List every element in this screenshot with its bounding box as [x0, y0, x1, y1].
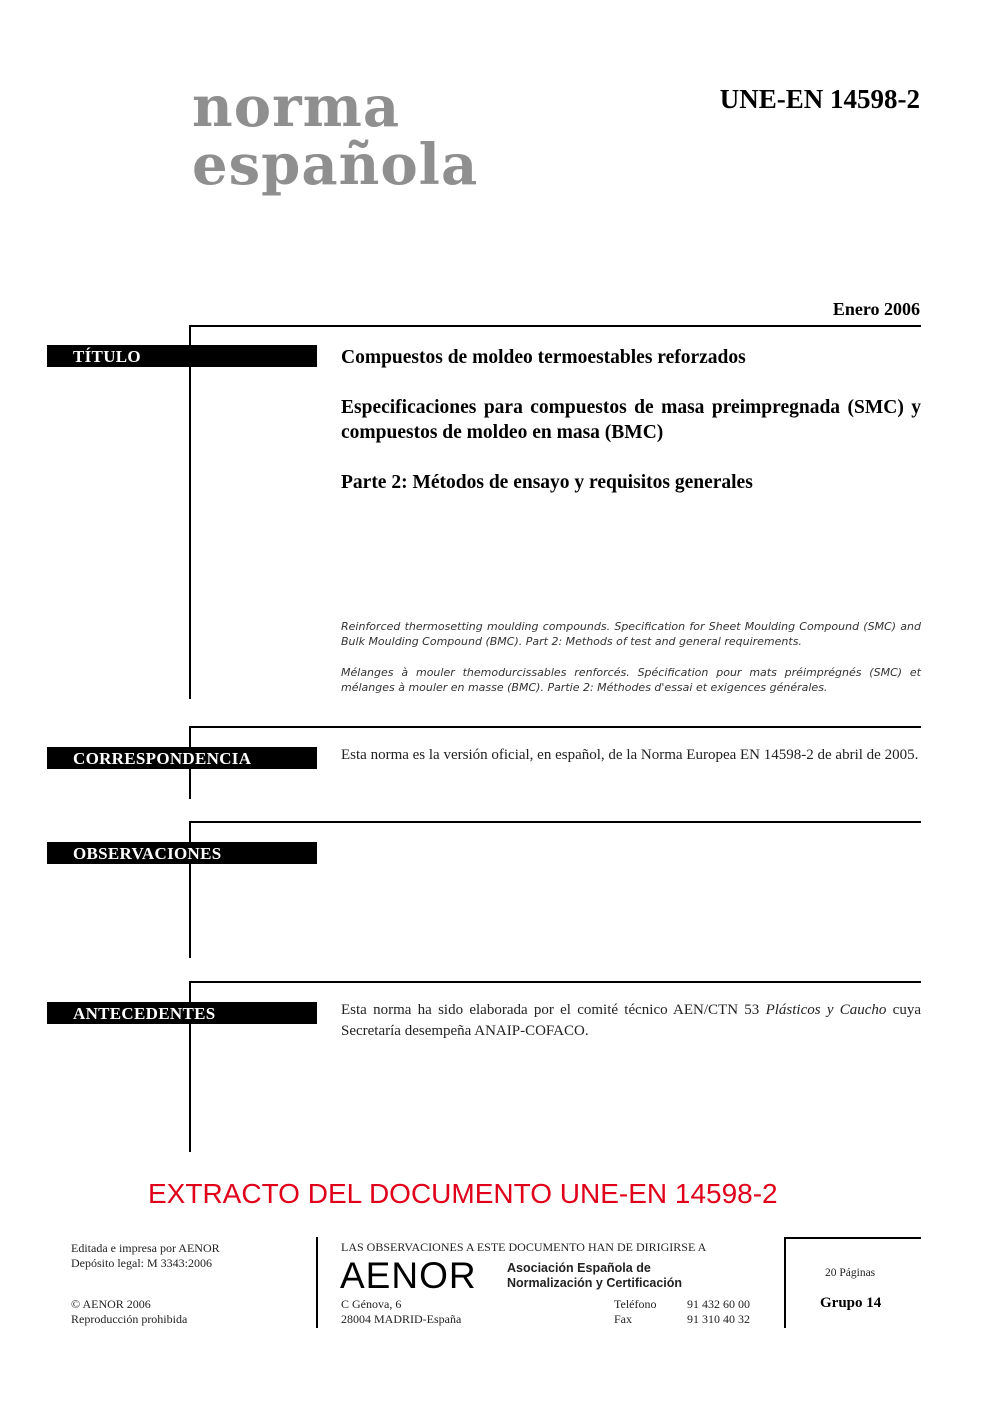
label-titulo: TÍTULO [47, 345, 317, 367]
title-spanish-2: Especificaciones para compuestos de masa preimpregnada (SMC) y compuestos de moldeo en masa (BMC) [341, 397, 921, 443]
correspondencia-text: Esta norma es la versión oficial, en español, de la Norma Europea EN 14598-2 de abril de 2005. [341, 747, 919, 763]
page-count: 20 Páginas [825, 1267, 876, 1279]
footer-divider-left [316, 1237, 318, 1328]
contact-labels [614, 1297, 656, 1327]
aenor-name-line-1: Asociación Española de [507, 1261, 651, 1275]
contact-numbers [687, 1297, 750, 1327]
title-french: Mélanges à mouler themodurcissables renforcés. Spécification pour mats préimprégnés (SMC) et mélanges à mouler en masse (BMC). Partie 2: Méthodes d'essai et exigences générales. [341, 666, 921, 694]
reproduction-notice: Reproducción prohibida [71, 1312, 188, 1326]
extract-banner: EXTRACTO DEL DOCUMENTO UNE-EN 14598-2 [148, 1178, 778, 1209]
brand-line-2: española [192, 132, 479, 198]
observations-notice: LAS OBSERVACIONES A ESTE DOCUMENTO HAN DE DIRIGIRSE A [341, 1240, 707, 1254]
brand-title [192, 74, 479, 198]
divider-antecedentes [190, 981, 921, 983]
antecedentes-text-part-1: Esta norma ha sido elaborada por el comité técnico AEN/CTN 53 [341, 1002, 766, 1018]
footer-box-left [784, 1237, 786, 1328]
antecedentes-text [341, 1000, 921, 1042]
label-observaciones: OBSERVACIONES [47, 842, 317, 864]
divider-titulo [190, 325, 921, 327]
legal-deposit: Depósito legal: M 3343:2006 [71, 1256, 212, 1270]
phone-number: 91 432 60 00 [687, 1297, 750, 1311]
vertical-rule-titulo [189, 325, 191, 699]
title-english: Reinforced thermosetting moulding compounds. Specification for Sheet Moulding Compound (SMC) and Bulk Moulding Compound (BMC). Part 2: Methods of test and general requirements. [341, 620, 921, 648]
aenor-full-name [507, 1261, 682, 1291]
aenor-address [341, 1297, 461, 1327]
divider-correspondencia [190, 726, 921, 728]
document-code: UNE-EN 14598-2 [719, 84, 920, 114]
publication-date: Enero 2006 [832, 299, 920, 319]
fax-number: 91 310 40 32 [687, 1312, 750, 1326]
aenor-logo: AENOR [340, 1255, 477, 1296]
copyright: © AENOR 2006 [71, 1297, 151, 1311]
committee-name: Plásticos y Caucho [765, 1002, 887, 1018]
label-correspondencia: CORRESPONDENCIA [47, 747, 317, 769]
edited-by: Editada e impresa por AENOR [71, 1241, 220, 1255]
price-group: Grupo 14 [820, 1295, 882, 1311]
aenor-name-line-2: Normalización y Certificación [507, 1276, 683, 1290]
footer-copyright [71, 1297, 187, 1327]
address-line-1: C Génova, 6 [341, 1297, 402, 1311]
antecedentes-text-part-2: cuya Secretaría desempeña ANAIP-COFACO. [341, 1002, 921, 1039]
label-antecedentes: ANTECEDENTES [47, 1002, 317, 1024]
footer-edition-info [71, 1241, 220, 1271]
title-spanish-3: Parte 2: Métodos de ensayo y requisitos generales [341, 472, 753, 493]
brand-line-1: norma [192, 74, 401, 140]
title-spanish-1: Compuestos de moldeo termoestables reforzados [341, 347, 746, 368]
fax-label: Fax [614, 1312, 632, 1326]
footer-box-top [785, 1237, 921, 1239]
phone-label: Teléfono [614, 1297, 657, 1311]
address-line-2: 28004 MADRID-España [341, 1312, 462, 1326]
divider-observaciones [190, 821, 921, 823]
